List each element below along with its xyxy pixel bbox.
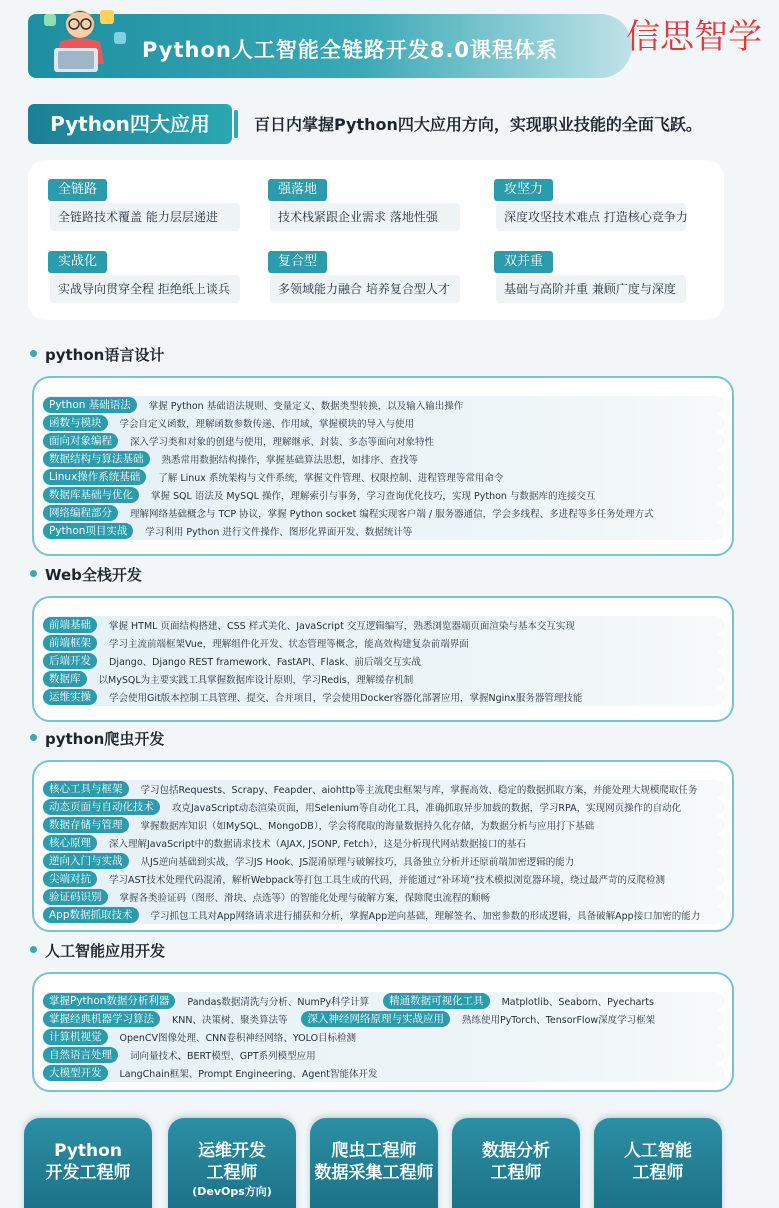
module-box-python (32, 376, 734, 556)
feature-tag: 全链路 (48, 179, 107, 201)
course-row (42, 688, 724, 706)
module-rows (42, 396, 724, 540)
module-rows (42, 616, 724, 706)
course-desc: 深入理解JavaScript中的数据请求技术（AJAX, JSONP, Fetch），这是分析现代网站数据接口的基石 (109, 839, 526, 850)
course-tag: 面向对象编程 (43, 433, 118, 449)
course-desc: 攻克JavaScript动态渲染页面，用Selenium等自动化工具，准确抓取异步加载的数据，学习RPA，实现网页操作的自动化 (172, 803, 682, 814)
course-row (42, 450, 724, 468)
course-row (42, 888, 724, 906)
student-laptop-illustration-icon (34, 4, 130, 76)
course-tag: 前端基础 (43, 617, 97, 633)
bullet-dot-icon (30, 946, 37, 953)
feature-desc: 全链路技术覆盖 能力层层递进 (50, 203, 240, 231)
feature-card (474, 178, 686, 231)
course-row (42, 1010, 724, 1028)
career-tab (594, 1118, 722, 1208)
course-tag: 前端框架 (43, 635, 97, 651)
module-box-crawler (32, 760, 734, 932)
course-desc: 学习包括Requests、Scrapy、Feapder、aiohttp等主流爬虫框架与库，掌握高效、稳定的数据抓取方案，并能处理大规模爬取任务 (140, 785, 698, 796)
feature-card (248, 250, 460, 303)
course-row (42, 992, 724, 1010)
course-desc: LangChain框架、Prompt Engineering、Agent智能体开发 (119, 1069, 378, 1080)
course-row (42, 780, 724, 798)
course-tag: 动态页面与自动化技术 (43, 799, 160, 815)
career-line-1: 人工智能 (624, 1141, 692, 1161)
career-tab (452, 1118, 580, 1208)
module-rows (42, 780, 724, 924)
course-desc: Django、Django REST framework、FastAPI、Flask、前后端交互实战 (109, 657, 421, 668)
course-row (42, 798, 724, 816)
module-rows (42, 992, 724, 1082)
feature-tag: 实战化 (48, 251, 107, 273)
course-tag: 数据结构与算法基础 (43, 451, 150, 467)
course-row (42, 396, 724, 414)
course-desc: 学会自定义函数，理解函数参数传递、作用域，掌握模块的导入与使用 (119, 419, 415, 430)
feature-tag: 复合型 (268, 251, 327, 273)
module-title-text: 人工智能应用开发 (45, 942, 166, 960)
course-tag: 自然语言处理 (43, 1047, 118, 1063)
course-desc: 理解网络基础概念与 TCP 协议，掌握 Python socket 编程实现客户端 / 服务器通信，学会多线程、多进程等多任务处理方式 (130, 509, 654, 520)
course-desc: 熟悉常用数据结构操作，掌握基础算法思想，如排序、查找等 (161, 455, 419, 466)
course-desc: 学习AST技术处理代码混淆，解析Webpack等打包工具生成的代码，并能通过“补环境”技术模拟浏览器环境，绕过最严苛的反爬检测 (109, 875, 665, 886)
features-panel (28, 160, 724, 320)
section-tagline: 百日内掌握Python四大应用方向，实现职业技能的全面飞跃。 (254, 115, 702, 134)
course-row (42, 1028, 724, 1046)
course-desc: 学会使用Git版本控制工具管理、提交、合并项目，学会使用Docker容器化部署应用，掌握Nginx服务器管理技能 (109, 693, 583, 704)
course-row (42, 906, 724, 924)
career-line-3: (DevOps方向) (192, 1185, 272, 1198)
course-tag: 网络编程部分 (43, 505, 118, 521)
module-box-web (32, 596, 734, 722)
course-tag: 尖端对抗 (43, 871, 97, 887)
career-line-1: 爬虫工程师 (331, 1141, 417, 1161)
career-line-1: 数据分析 (482, 1141, 550, 1161)
course-tag: 核心原理 (43, 835, 97, 851)
course-tag: 逆向入门与实战 (43, 853, 129, 869)
course-tag: Linux操作系统基础 (43, 469, 146, 485)
section-badge: Python四大应用 (28, 104, 232, 144)
feature-card (28, 178, 240, 231)
course-desc: Pandas数据清洗与分析、NumPy科学计算 (187, 997, 370, 1008)
course-row (42, 634, 724, 652)
course-tag: App数据抓取技术 (43, 907, 139, 923)
course-tag: 核心工具与框架 (43, 781, 129, 797)
course-desc: 学习抓包工具对App网络请求进行捕获和分析，掌握App逆向基础，理解签名、加密参数的形成逻辑，具备破解App接口加密的能力 (150, 911, 701, 922)
course-desc: 掌握各类验证码（图形、滑块、点选等）的智能化处理与破解方案，保障爬虫流程的顺畅 (119, 893, 491, 904)
feature-tag: 强落地 (268, 179, 327, 201)
career-line-2: 开发工程师 (45, 1163, 131, 1183)
course-row (42, 1064, 724, 1082)
course-tag: Python项目实战 (43, 523, 133, 539)
course-tag: 函数与模块 (43, 415, 108, 431)
course-row (42, 670, 724, 688)
course-desc: 词向量技术、BERT模型、GPT系列模型应用 (130, 1051, 316, 1062)
feature-desc: 实战导向贯穿全程 拒绝纸上谈兵 (50, 275, 240, 303)
course-tag: 运维实操 (43, 689, 97, 705)
course-tag: 数据存储与管理 (43, 817, 129, 833)
feature-card (474, 250, 686, 303)
page-title: Python人工智能全链路开发8.0课程体系 (142, 38, 559, 62)
bullet-dot-icon (30, 350, 37, 357)
course-row (42, 504, 724, 522)
module-title-text: Web全栈开发 (45, 566, 142, 584)
feature-card (28, 250, 240, 303)
career-line-2: 工程师 (632, 1163, 684, 1183)
course-tag: Python 基础语法 (43, 397, 137, 413)
career-line-1: Python (54, 1141, 122, 1161)
course-row (42, 834, 724, 852)
feature-desc: 技术栈紧跟企业需求 落地性强 (270, 203, 460, 231)
career-line-2: 工程师 (490, 1163, 542, 1183)
module-title-text: python语言设计 (45, 346, 165, 364)
career-line-2: 数据采集工程师 (314, 1163, 434, 1183)
module-title-crawler (30, 728, 164, 749)
feature-tag: 攻坚力 (494, 179, 553, 201)
course-tag: 数据库 (43, 671, 87, 687)
career-tab (168, 1118, 296, 1208)
course-row (42, 616, 724, 634)
module-box-ai (32, 972, 734, 1092)
module-title-text: python爬虫开发 (45, 730, 165, 748)
course-tag: 大模型开发 (43, 1065, 108, 1081)
course-row (42, 870, 724, 888)
course-tag: 精通数据可视化工具 (383, 993, 490, 1009)
course-tag: 数据库基础与优化 (43, 487, 139, 503)
career-line-2: 工程师 (206, 1163, 258, 1183)
course-row (42, 522, 724, 540)
course-row (42, 468, 724, 486)
course-tag: 深入神经网络原理与实战应用 (301, 1011, 450, 1027)
feature-tag: 双并重 (494, 251, 553, 273)
course-desc: 从JS逆向基础到实战，学习JS Hook、JS混淆原理与破解技巧，具备独立分析并还原前端加密逻辑的能力 (140, 857, 575, 868)
course-row (42, 486, 724, 504)
career-line-1: 运维开发 (198, 1141, 266, 1161)
course-desc: 熟练使用PyTorch、TensorFlow深度学习框架 (461, 1015, 656, 1026)
course-tag: 验证码识别 (43, 889, 108, 905)
career-tabs (24, 1118, 756, 1208)
career-tab (310, 1118, 438, 1208)
brand-logo-text: 信思智学 (626, 17, 762, 57)
module-title-web (30, 564, 142, 585)
module-title-python (30, 344, 164, 365)
course-tag: 掌握经典机器学习算法 (43, 1011, 160, 1027)
course-row (42, 652, 724, 670)
course-desc: 深入学习类和对象的创建与使用，理解继承、封装、多态等面向对象特性 (130, 437, 435, 448)
course-desc: 掌握 HTML 页面结构搭建、CSS 样式美化、JavaScript 交互逻辑编写，熟悉浏览器端页面渲染与基本交互实现 (109, 621, 575, 632)
course-tag: 计算机视觉 (43, 1029, 108, 1045)
course-desc: OpenCV图像处理、CNN卷积神经网络、YOLO目标检测 (119, 1033, 357, 1044)
course-row (42, 414, 724, 432)
course-desc: 掌握 Python 基础语法规则、变量定义、数据类型转换，以及输入输出操作 (148, 401, 464, 412)
course-desc: 掌握 SQL 语法及 MySQL 操作，理解索引与事务，学习查询优化技巧，实现 Python 与数据库的连接交互 (151, 491, 596, 502)
course-desc: 掌握数据库知识（如MySQL、MongoDB），学会将爬取的海量数据持久化存储，为数据分析与应用打下基础 (140, 821, 595, 832)
course-desc: KNN、决策树、聚类算法等 (172, 1015, 288, 1026)
course-row (42, 1046, 724, 1064)
module-title-ai (30, 940, 165, 961)
course-tag: 掌握Python数据分析利器 (43, 993, 175, 1009)
feature-card (248, 178, 460, 231)
bullet-dot-icon (30, 570, 37, 577)
feature-desc: 基础与高阶并重 兼顾广度与深度 (496, 275, 686, 303)
course-row (42, 432, 724, 450)
course-desc: Matplotlib、Seaborn、Pyecharts (501, 997, 654, 1008)
course-desc: 学习主流前端框架Vue，理解组件化开发、状态管理等概念，能高效构建复杂前端界面 (109, 639, 469, 650)
career-tab (24, 1118, 152, 1208)
course-row (42, 816, 724, 834)
bullet-dot-icon (30, 734, 37, 741)
course-desc: 了解 Linux 系统架构与文件系统，掌握文件管理、权限控制、进程管理等常用命令 (158, 473, 504, 484)
course-desc: 以MySQL为主要实践工具掌握数据库设计原则，学习Redis，理解缓存机制 (98, 675, 414, 686)
feature-desc: 多领域能力融合 培养复合型人才 (270, 275, 460, 303)
course-tag: 后端开发 (43, 653, 97, 669)
course-desc: 学习利用 Python 进行文件操作、图形化界面开发、数据统计等 (145, 527, 413, 538)
course-row (42, 852, 724, 870)
feature-desc: 深度攻坚技术难点 打造核心竞争力 (496, 203, 686, 231)
